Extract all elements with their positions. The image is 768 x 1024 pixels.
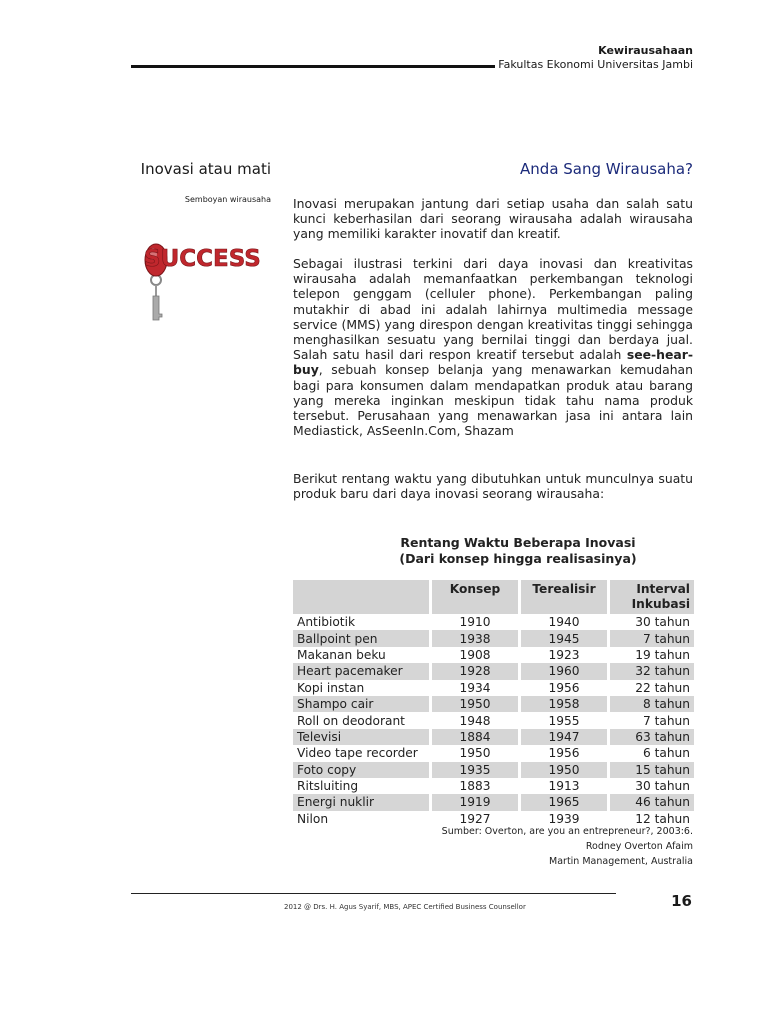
cell-konsep: 1948 — [459, 713, 491, 728]
cell-interval: 7 tahun — [642, 713, 690, 728]
cell-interval: 46 tahun — [610, 794, 694, 810]
cell-terealisir: 1955 — [548, 713, 580, 728]
cell-interval: 12 tahun — [635, 811, 690, 826]
table-source — [293, 824, 693, 869]
cell-interval: 19 tahun — [635, 647, 690, 662]
table-row — [293, 762, 694, 778]
source-line: Rodney Overton Afaim — [585, 841, 693, 852]
sidebar-heading: Inovasi atau mati — [140, 160, 271, 178]
see-hear-buy-term: see-hear-buy — [293, 347, 693, 378]
cell-konsep: 1938 — [432, 630, 518, 646]
cell-terealisir: 1956 — [548, 680, 580, 695]
cell-terealisir: 1923 — [548, 647, 580, 662]
header-subtitle: Fakultas Ekonomi Universitas Jambi — [495, 58, 693, 71]
table-row — [293, 794, 694, 810]
section-heading: Anda Sang Wirausaha? — [520, 160, 693, 178]
cell-interval: 7 tahun — [610, 630, 694, 646]
cell-terealisir: 1956 — [548, 746, 580, 761]
cell-name: Nilon — [297, 811, 329, 826]
cell-konsep: 1928 — [432, 663, 518, 679]
cell-terealisir: 1939 — [548, 811, 580, 826]
cell-konsep: 1950 — [432, 696, 518, 712]
cell-name: Televisi — [293, 729, 429, 745]
table-title — [293, 535, 743, 567]
sidebar-caption: Semboyan wirausaha — [184, 195, 271, 204]
cell-interval: 30 tahun — [635, 615, 690, 630]
cell-name: Ritsluiting — [297, 779, 359, 794]
table-row — [293, 680, 694, 696]
header-konsep: Konsep — [432, 580, 518, 614]
cell-name: Shampo cair — [293, 696, 429, 712]
cell-terealisir: 1950 — [521, 762, 607, 778]
cell-konsep: 1950 — [459, 746, 491, 761]
header-terealisir: Terealisir — [521, 580, 607, 614]
cell-name: Energi nuklir — [293, 794, 429, 810]
footer-text: 2012 @ Drs. H. Agus Syarif, MBS, APEC Certified Business Counsellor — [284, 903, 526, 911]
paragraph-illustration — [293, 256, 693, 438]
cell-konsep: 1934 — [459, 680, 491, 695]
cell-konsep: 1884 — [432, 729, 518, 745]
success-logo-text: SUCCESS — [144, 246, 261, 272]
cell-name: Ballpoint pen — [293, 630, 429, 646]
cell-interval: 6 tahun — [642, 746, 690, 761]
cell-interval: 63 tahun — [610, 729, 694, 745]
cell-interval: 15 tahun — [610, 762, 694, 778]
cell-terealisir: 1965 — [521, 794, 607, 810]
cell-name: Makanan beku — [297, 647, 386, 662]
table-row — [293, 745, 694, 761]
source-line: Sumber: Overton, are you an entrepreneur?, 2003:6. — [441, 826, 693, 837]
table-row — [293, 614, 694, 630]
cell-terealisir: 1960 — [521, 663, 607, 679]
cell-konsep: 1927 — [459, 811, 491, 826]
header-interval: Interval Inkubasi — [610, 580, 694, 614]
table-row — [293, 696, 694, 712]
cell-name: Heart pacemaker — [293, 663, 429, 679]
table-row — [293, 778, 694, 794]
cell-interval: 30 tahun — [635, 779, 690, 794]
footer-rule — [131, 893, 616, 894]
cell-terealisir: 1947 — [521, 729, 607, 745]
cell-konsep: 1935 — [432, 762, 518, 778]
table-header-row — [293, 580, 694, 614]
table-row — [293, 647, 694, 663]
cell-konsep: 1910 — [459, 615, 491, 630]
cell-konsep: 1883 — [459, 779, 491, 794]
innovation-table — [290, 580, 697, 827]
table-row — [293, 663, 694, 679]
cell-konsep: 1908 — [459, 647, 491, 662]
cell-terealisir: 1913 — [548, 779, 580, 794]
cell-interval: 22 tahun — [635, 680, 690, 695]
success-logo — [136, 238, 276, 322]
cell-interval: 8 tahun — [610, 696, 694, 712]
cell-name: Antibiotik — [297, 615, 356, 630]
paragraph-text: Sebagai ilustrasi terkini dari daya inovasi dan kreativitas wirausaha adalah memanfaatkan perkembangan teknologi telepon genggam (celluler phone). Perkembangan paling mutakhir di abad ini adalah lahirnya multimedia message service (MMS) yang direspon dengan kreativitas tinggi sehingga menghasilkan sesuatu yang bernilai tinggi dan berdaya jual. Salah satu hasil dari respon kreatif tersebut adalah — [293, 256, 693, 363]
paragraph-intro: Inovasi merupakan jantung dari setiap usaha dan salah satu kunci keberhasilan dari seorang wirausaha adalah wirausaha yang memiliki karakter inovatif dan kreatif. — [293, 196, 693, 242]
paragraph-timeline-intro: Berikut rentang waktu yang dibutuhkan untuk munculnya suatu produk baru dari daya inovasi seorang wirausaha: — [293, 471, 693, 502]
table-row — [293, 712, 694, 728]
cell-name: Foto copy — [293, 762, 429, 778]
paragraph-text: , sebuah konsep belanja yang menawarkan kemudahan bagi para konsumen dalam mendapatkan produk atau barang yang mereka inginkan meskipun tidak tahu nama produk tersebut. Perusahaan yang menawarkan jasa ini antara lain Mediastick, AsSeenIn.Com, Shazam — [293, 362, 693, 439]
source-line: Martin Management, Australia — [549, 856, 693, 867]
page-number: 16 — [671, 892, 692, 910]
cell-interval: 32 tahun — [610, 663, 694, 679]
cell-terealisir: 1945 — [521, 630, 607, 646]
cell-konsep: 1919 — [432, 794, 518, 810]
table-title-line1: Rentang Waktu Beberapa Inovasi — [400, 535, 636, 550]
cell-name: Kopi instan — [297, 680, 365, 695]
table-row — [293, 729, 694, 745]
cell-terealisir: 1958 — [521, 696, 607, 712]
table-title-line2: (Dari konsep hingga realisasinya) — [399, 551, 637, 566]
header-title: Kewirausahaan — [598, 44, 693, 57]
cell-terealisir: 1940 — [548, 615, 580, 630]
cell-name: Roll on deodorant — [297, 713, 405, 728]
header-name — [293, 580, 429, 614]
cell-name: Video tape recorder — [297, 746, 418, 761]
table-row — [293, 630, 694, 646]
